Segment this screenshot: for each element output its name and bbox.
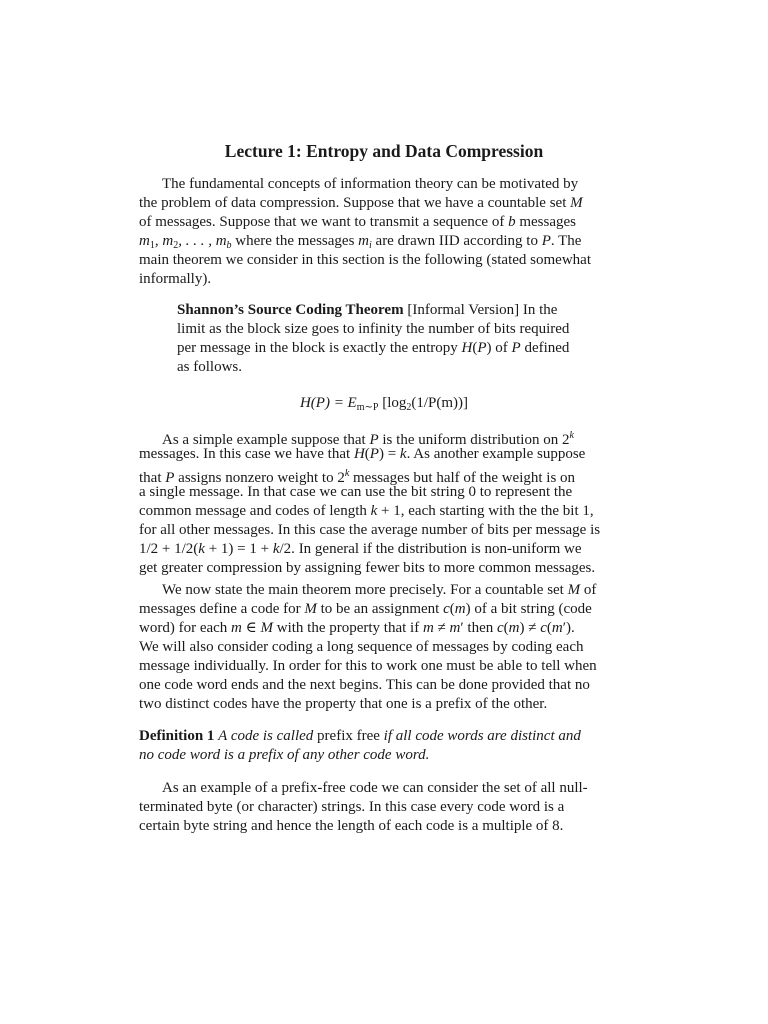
paragraph-line: messages define a code for M to be an assignment c(m) of a bit string (code — [139, 601, 592, 617]
paragraph-example — [139, 426, 629, 578]
definition-line: Definition 1 A code is called prefix free if all code words are distinct and — [139, 728, 581, 744]
paragraph-line: common message and codes of length k + 1, each starting with the the bit 1, — [139, 503, 594, 519]
paragraph-line: We will also consider coding a long sequence of messages by coding each — [139, 639, 584, 655]
paragraph-line: terminated byte (or character) strings. In this case every code word is a — [139, 799, 565, 815]
theorem-name: Shannon’s Source Coding Theorem — [177, 302, 404, 318]
paragraph-line: As an example of a prefix-free code we can consider the set of all null- — [162, 780, 588, 796]
paragraph-line: of messages. Suppose that we want to transmit a sequence of b messages — [139, 214, 576, 230]
paragraph-line: messages. In this case we have that H(P) = k. As another example suppose — [139, 446, 586, 462]
paragraph-line: word) for each m ∈ M with the property that if m ≠ m′ then c(m) ≠ c(m′). — [139, 620, 575, 636]
paragraph-line: $m_1$, $m_2$, . . . , $m_b$ where the messages $m_i$ are drawn IID according to P. The — [139, 233, 582, 251]
lecture-title: Lecture 1: Entropy and Data Compression — [224, 141, 544, 161]
paragraph-line: two distinct codes have the property that one is a prefix of the other. — [139, 696, 548, 712]
definition-block — [139, 727, 629, 765]
paragraph-line: The fundamental concepts of information theory can be motivated by — [162, 176, 579, 192]
paragraph-line: As a simple example suppose that P is the uniform distribution on 2$^k$ — [162, 430, 574, 448]
paragraph-line: 1/2 + 1/2(k + 1) = 1 + k/2. In general if the distribution is non-uniform we — [139, 541, 582, 557]
paragraph-line: get greater compression by assigning fewer bits to more common messages. — [139, 560, 596, 576]
paragraph-line: one code word ends and the next begins. This can be done provided that no — [139, 677, 590, 693]
paragraph-line: We now state the main theorem more precisely. For a countable set M of — [162, 582, 597, 598]
theorem-line: as follows. — [177, 359, 242, 375]
definition-term: prefix free — [317, 728, 380, 744]
paragraph-main-theorem — [139, 581, 629, 714]
paragraph-line: message individually. In order for this to work one must be able to tell when — [139, 658, 597, 674]
theorem-line: per message in the block is exactly the entropy H(P) of P defined — [177, 340, 570, 356]
theorem-line: Shannon’s Source Coding Theorem [Informal Version] In the — [177, 302, 558, 318]
theorem-line: limit as the block size goes to infinity the number of bits required — [177, 321, 570, 337]
entropy-formula: $H(P) = E_{m\sim P}$ $[\log_2(1/P(m))]$ — [299, 395, 469, 413]
paragraph-line: main theorem we consider in this section is the following (stated somewhat — [139, 252, 591, 268]
paragraph-intro — [139, 175, 629, 289]
paragraph-prefix-example — [139, 779, 629, 836]
paragraph-line: a single message. In that case we can use the bit string 0 to represent the — [139, 484, 573, 500]
paragraph-line: that P assigns nonzero weight to 2$^k$ messages but half of the weight is on — [139, 468, 576, 486]
definition-label: Definition 1 — [139, 728, 215, 744]
paragraph-line: for all other messages. In this case the average number of bits per message is — [139, 522, 601, 538]
definition-line: no code word is a prefix of any other code word. — [139, 747, 430, 763]
paragraph-line: certain byte string and hence the length of each code is a multiple of 8. — [139, 818, 564, 834]
paragraph-line: the problem of data compression. Suppose that we have a countable set M — [139, 195, 583, 211]
theorem-block — [177, 301, 590, 377]
paragraph-line: informally). — [139, 271, 212, 287]
